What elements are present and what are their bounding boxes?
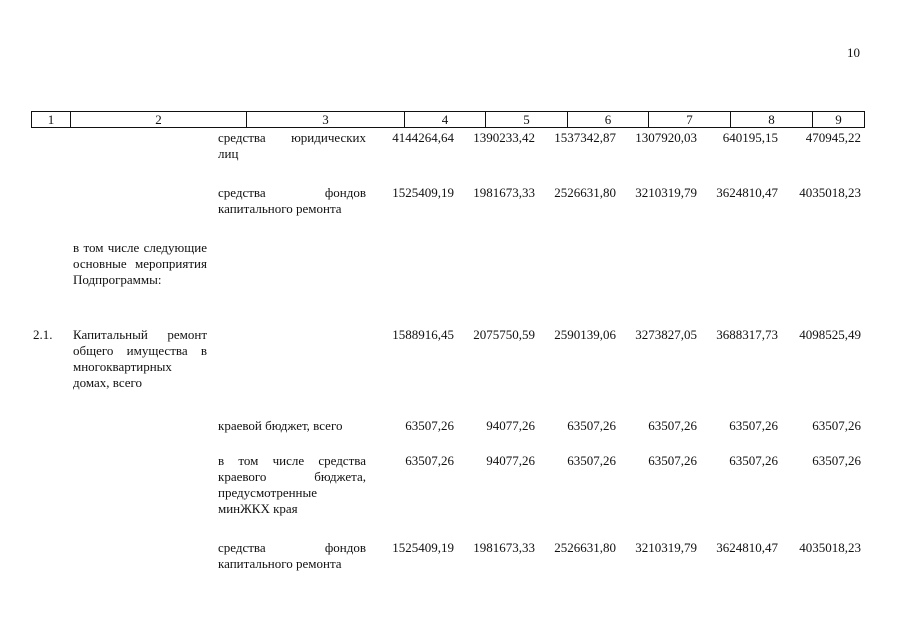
value-col-6: 63507,26	[567, 418, 616, 433]
funding-source: краевой бюджет, всего	[218, 418, 343, 433]
value-col-4: 63507,26	[405, 418, 454, 433]
measure-name: Капитальный ремонт общего имущества в многоквартирных домах, всего	[73, 327, 207, 390]
value-col-9: 4035018,23	[799, 185, 861, 200]
value-col-8: 3624810,47	[716, 540, 778, 555]
table-header	[31, 111, 865, 128]
item-number: 2.1.	[33, 327, 53, 342]
funding-source: средства фондов капитального ремонта	[218, 540, 366, 571]
value-col-6: 2526631,80	[554, 540, 616, 555]
value-col-4: 4144264,64	[392, 130, 454, 145]
page-number: 10	[847, 45, 860, 60]
funding-source: средства фондов капитального ремонта	[218, 185, 366, 216]
funding-source: в том числе средства краевого бюджета, предусмотренные минЖКХ края	[218, 453, 366, 516]
header-cell-4: 4	[405, 112, 486, 127]
value-col-4: 1525409,19	[392, 185, 454, 200]
value-col-7: 3273827,05	[635, 327, 697, 342]
value-col-4: 1525409,19	[392, 540, 454, 555]
value-col-9: 4035018,23	[799, 540, 861, 555]
value-col-8: 640195,15	[722, 130, 778, 145]
value-col-6: 2526631,80	[554, 185, 616, 200]
header-cell-1: 1	[32, 112, 71, 127]
value-col-9: 4098525,49	[799, 327, 861, 342]
header-cell-7: 7	[649, 112, 731, 127]
value-col-5: 94077,26	[486, 453, 535, 468]
value-col-5: 1981673,33	[473, 540, 535, 555]
header-cell-3: 3	[247, 112, 405, 127]
value-col-7: 1307920,03	[635, 130, 697, 145]
value-col-4: 1588916,45	[392, 327, 454, 342]
value-col-6: 2590139,06	[554, 327, 616, 342]
value-col-5: 94077,26	[486, 418, 535, 433]
value-col-9: 470945,22	[805, 130, 861, 145]
value-col-8: 63507,26	[729, 453, 778, 468]
value-col-5: 2075750,59	[473, 327, 535, 342]
header-cell-2: 2	[71, 112, 247, 127]
funding-source: средства юридических лиц	[218, 130, 366, 161]
value-col-7: 3210319,79	[635, 185, 697, 200]
value-col-6: 63507,26	[567, 453, 616, 468]
value-col-4: 63507,26	[405, 453, 454, 468]
value-col-9: 63507,26	[812, 418, 861, 433]
value-col-7: 63507,26	[648, 453, 697, 468]
value-col-8: 3624810,47	[716, 185, 778, 200]
measure-name: в том числе следующие основные мероприятия Подпрограммы:	[73, 240, 207, 287]
value-col-7: 3210319,79	[635, 540, 697, 555]
value-col-8: 3688317,73	[716, 327, 778, 342]
value-col-8: 63507,26	[729, 418, 778, 433]
value-col-9: 63507,26	[812, 453, 861, 468]
value-col-6: 1537342,87	[554, 130, 616, 145]
value-col-7: 63507,26	[648, 418, 697, 433]
header-cell-6: 6	[568, 112, 649, 127]
header-cell-8: 8	[731, 112, 813, 127]
header-cell-9: 9	[835, 112, 842, 127]
header-cell-5: 5	[486, 112, 568, 127]
value-col-5: 1390233,42	[473, 130, 535, 145]
value-col-5: 1981673,33	[473, 185, 535, 200]
